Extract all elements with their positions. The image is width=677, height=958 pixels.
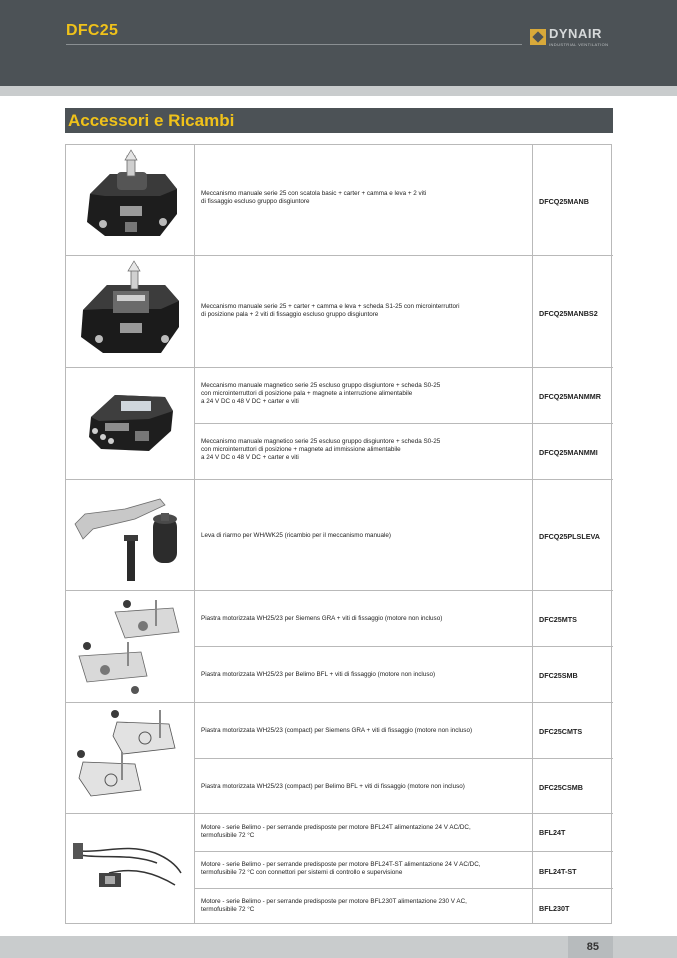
item-description: Motore - serie Belimo - per serrande predisposte per motore BFL24T-ST alimentazione 24 V AC/DC, termofusibile 72 °C con connettori per sistemi di controllo e supervisione — [201, 861, 481, 876]
table-row — [195, 888, 613, 924]
page-number: 85 — [586, 941, 599, 953]
table-row — [195, 758, 613, 813]
table-row — [195, 851, 613, 888]
logo-icon — [530, 29, 546, 45]
item-code: BFL24T — [539, 828, 566, 837]
item-description: Meccanismo manuale magnetico serie 25 escluso gruppo disgiuntore + scheda S0-25 con microinterruttori di posizione + magnete ad immissione alimentabile a 24 V DC o 48 V DC + carter e viti — [201, 438, 441, 461]
table-row — [195, 144, 613, 255]
header-strip — [0, 86, 677, 96]
accessories-table — [65, 144, 613, 924]
magnetic-mechanism-image — [65, 367, 194, 479]
item-description: Meccanismo manuale serie 25 con scatola basic + carter + camma e leva + 2 viti di fissaggio escluso gruppo disgiuntore — [201, 190, 427, 205]
table-row — [195, 367, 613, 423]
table-row — [195, 646, 613, 702]
model-title: DFC25 — [66, 22, 119, 39]
item-description: Motore - serie Belimo - per serrande predisposte per motore BFL230T alimentazione 230 V AC, termofusibile 72 °C — [201, 898, 467, 913]
table-row — [195, 590, 613, 646]
item-code: DFC25CSMB — [539, 783, 583, 792]
table-row — [195, 255, 613, 367]
item-code: DFC25MTS — [539, 615, 577, 624]
item-description: Piastra motorizzata WH25/23 (compact) per Belimo BFL + viti di fissaggio (motore non incluso) — [201, 783, 465, 790]
section-header — [65, 108, 613, 133]
table-row — [195, 702, 613, 758]
motor-plate-image — [65, 590, 194, 702]
brand-name: DYNAIR — [549, 26, 602, 41]
brand-tagline: INDUSTRIAL VENTILATION — [549, 42, 609, 47]
item-code: DFCQ25MANMMI — [539, 448, 598, 457]
table-row — [195, 813, 613, 851]
item-description: Leva di riarmo per WH/WK25 (ricambio per il meccanismo manuale) — [201, 532, 392, 539]
belimo-motor-cable-image — [65, 813, 194, 924]
brand-logo — [530, 26, 608, 47]
item-code: BFL24T-ST — [539, 867, 577, 876]
item-code: DFCQ25MANMMR — [539, 392, 601, 401]
item-description: Piastra motorizzata WH25/23 (compact) per Siemens GRA + viti di fissaggio (motore non incluso) — [201, 727, 473, 734]
item-code: DFCQ25MANBS2 — [539, 309, 598, 318]
item-code: DFC25SMB — [539, 671, 578, 680]
item-description: Meccanismo manuale magnetico serie 25 escluso gruppo disgiuntore + scheda S0-25 con microinterruttori di posizione pala + magnete a interruzione alimentabile a 24 V DC o 48 V DC + carter e viti — [201, 382, 441, 405]
item-code: DFCQ25MANB — [539, 197, 589, 206]
item-description: Meccanismo manuale serie 25 + carter + camma e leva + scheda S1-25 con microinterruttori di posizione pala + 2 viti di fissaggio escluso gruppo disgiuntore — [201, 303, 460, 318]
item-code: DFC25CMTS — [539, 727, 583, 736]
compact-motor-plate-image — [65, 702, 194, 813]
manual-mechanism-basic-image — [65, 144, 194, 255]
table-row — [195, 479, 613, 590]
page-number-box — [568, 936, 613, 958]
item-code: BFL230T — [539, 904, 570, 913]
header-rule — [66, 44, 522, 45]
item-code: DFCQ25PLSLEVA — [539, 532, 600, 541]
section-title: Accessori e Ricambi — [68, 111, 235, 130]
item-description: Motore - serie Belimo - per serrande predisposte per motore BFL24T alimentazione 24 V AC/DC, termofusibile 72 °C — [201, 824, 471, 839]
item-description: Piastra motorizzata WH25/23 per Siemens GRA + viti di fissaggio (motore non incluso) — [201, 615, 443, 622]
table-row — [195, 423, 613, 479]
item-description: Piastra motorizzata WH25/23 per Belimo BFL + viti di fissaggio (motore non incluso) — [201, 671, 436, 678]
reset-lever-image — [65, 479, 194, 590]
manual-mechanism-s1-image — [65, 255, 194, 367]
